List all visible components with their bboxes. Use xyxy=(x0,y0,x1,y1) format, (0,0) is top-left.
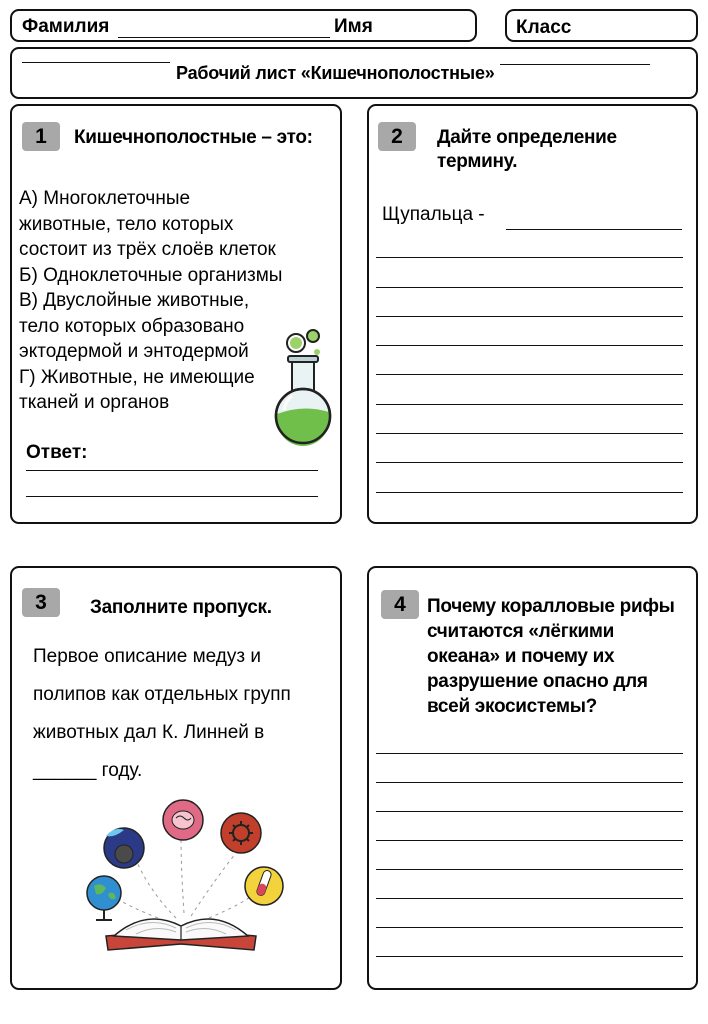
task3-text-line: животных дал К. Линней в xyxy=(33,722,265,743)
task3-text-line[interactable]: ______ году. xyxy=(33,760,143,781)
task1-title: Кишечнополостные – это: xyxy=(74,127,313,148)
name-header-box xyxy=(10,9,477,42)
task1-option-line: Б) Одноклеточные организмы xyxy=(19,264,283,286)
task2-number: 2 xyxy=(378,122,416,151)
task4-title-line: всей экосистемы? xyxy=(427,696,597,717)
task4-box xyxy=(367,566,698,990)
task2-term-blank[interactable] xyxy=(506,229,682,230)
task2-answer-line[interactable] xyxy=(376,257,683,258)
task3-box xyxy=(10,566,342,990)
task4-title xyxy=(427,594,675,719)
title-box xyxy=(10,47,698,99)
class-box xyxy=(505,9,698,42)
title-left-line xyxy=(22,62,170,63)
task1-option-line: тканей и органов xyxy=(19,392,170,413)
task1-options xyxy=(19,186,282,416)
task1-answer-line[interactable] xyxy=(26,470,318,471)
task2-answer-line[interactable] xyxy=(376,287,683,288)
task2-answer-line[interactable] xyxy=(376,492,683,493)
surname-blank[interactable] xyxy=(118,37,330,38)
name-label: Имя xyxy=(334,16,373,37)
task1-option-line: Г) Животные, не имеющие xyxy=(19,366,255,388)
task1-option-line: животные, тело которых xyxy=(19,213,234,235)
task2-term-label: Щупальца - xyxy=(382,204,485,225)
task2-answer-line[interactable] xyxy=(376,462,683,463)
task4-answer-line[interactable] xyxy=(376,898,683,899)
task2-answer-line[interactable] xyxy=(376,433,683,434)
task1-option-line: эктодермой и энтодермой xyxy=(19,341,249,362)
open-book-science-icon xyxy=(76,798,286,958)
task4-answer-line[interactable] xyxy=(376,753,683,754)
task2-title xyxy=(437,126,617,174)
task4-answer-line[interactable] xyxy=(376,927,683,928)
task1-answer-line[interactable] xyxy=(26,496,318,497)
task2-title-line: Дайте определение xyxy=(437,127,617,148)
task1-option-line: В) Двуслойные животные, xyxy=(19,290,250,311)
task3-title: Заполните пропуск. xyxy=(90,597,272,618)
task4-answer-line[interactable] xyxy=(376,840,683,841)
task4-title-line: считаются «лёгкими xyxy=(427,621,615,642)
flask-icon xyxy=(272,324,338,448)
task3-text-line: полипов как отдельных групп xyxy=(33,684,291,705)
task4-answer-line[interactable] xyxy=(376,782,683,783)
task1-answer-label: Ответ: xyxy=(26,442,88,463)
task2-box xyxy=(367,104,698,524)
task3-text-line: Первое описание медуз и xyxy=(33,646,261,667)
surname-label: Фамилия xyxy=(22,16,110,37)
task2-answer-line[interactable] xyxy=(376,374,683,375)
task2-answer-line[interactable] xyxy=(376,404,683,405)
task2-title-line: термину. xyxy=(437,151,518,172)
task1-box xyxy=(10,104,342,524)
task4-answer-line[interactable] xyxy=(376,869,683,870)
class-label: Класс xyxy=(516,17,572,38)
task3-number: 3 xyxy=(22,588,60,617)
title-right-line xyxy=(500,64,650,65)
task1-number: 1 xyxy=(22,122,60,151)
task1-option-line: тело которых образовано xyxy=(19,315,245,337)
task2-answer-line[interactable] xyxy=(376,316,683,317)
task4-answer-line[interactable] xyxy=(376,811,683,812)
task4-title-line: Почему коралловые рифы xyxy=(427,596,675,617)
task1-option-line: состоит из трёх слоёв клеток xyxy=(19,239,276,260)
task2-answer-line[interactable] xyxy=(376,345,683,346)
task4-title-line: океана» и почему их xyxy=(427,646,615,667)
worksheet-title: Рабочий лист «Кишечнополостные» xyxy=(176,63,495,83)
task4-answer-line[interactable] xyxy=(376,956,683,957)
task4-title-line: разрушение опасно для xyxy=(427,671,648,692)
task4-number: 4 xyxy=(381,590,419,619)
task1-option-line: А) Многоклеточные xyxy=(19,188,191,209)
